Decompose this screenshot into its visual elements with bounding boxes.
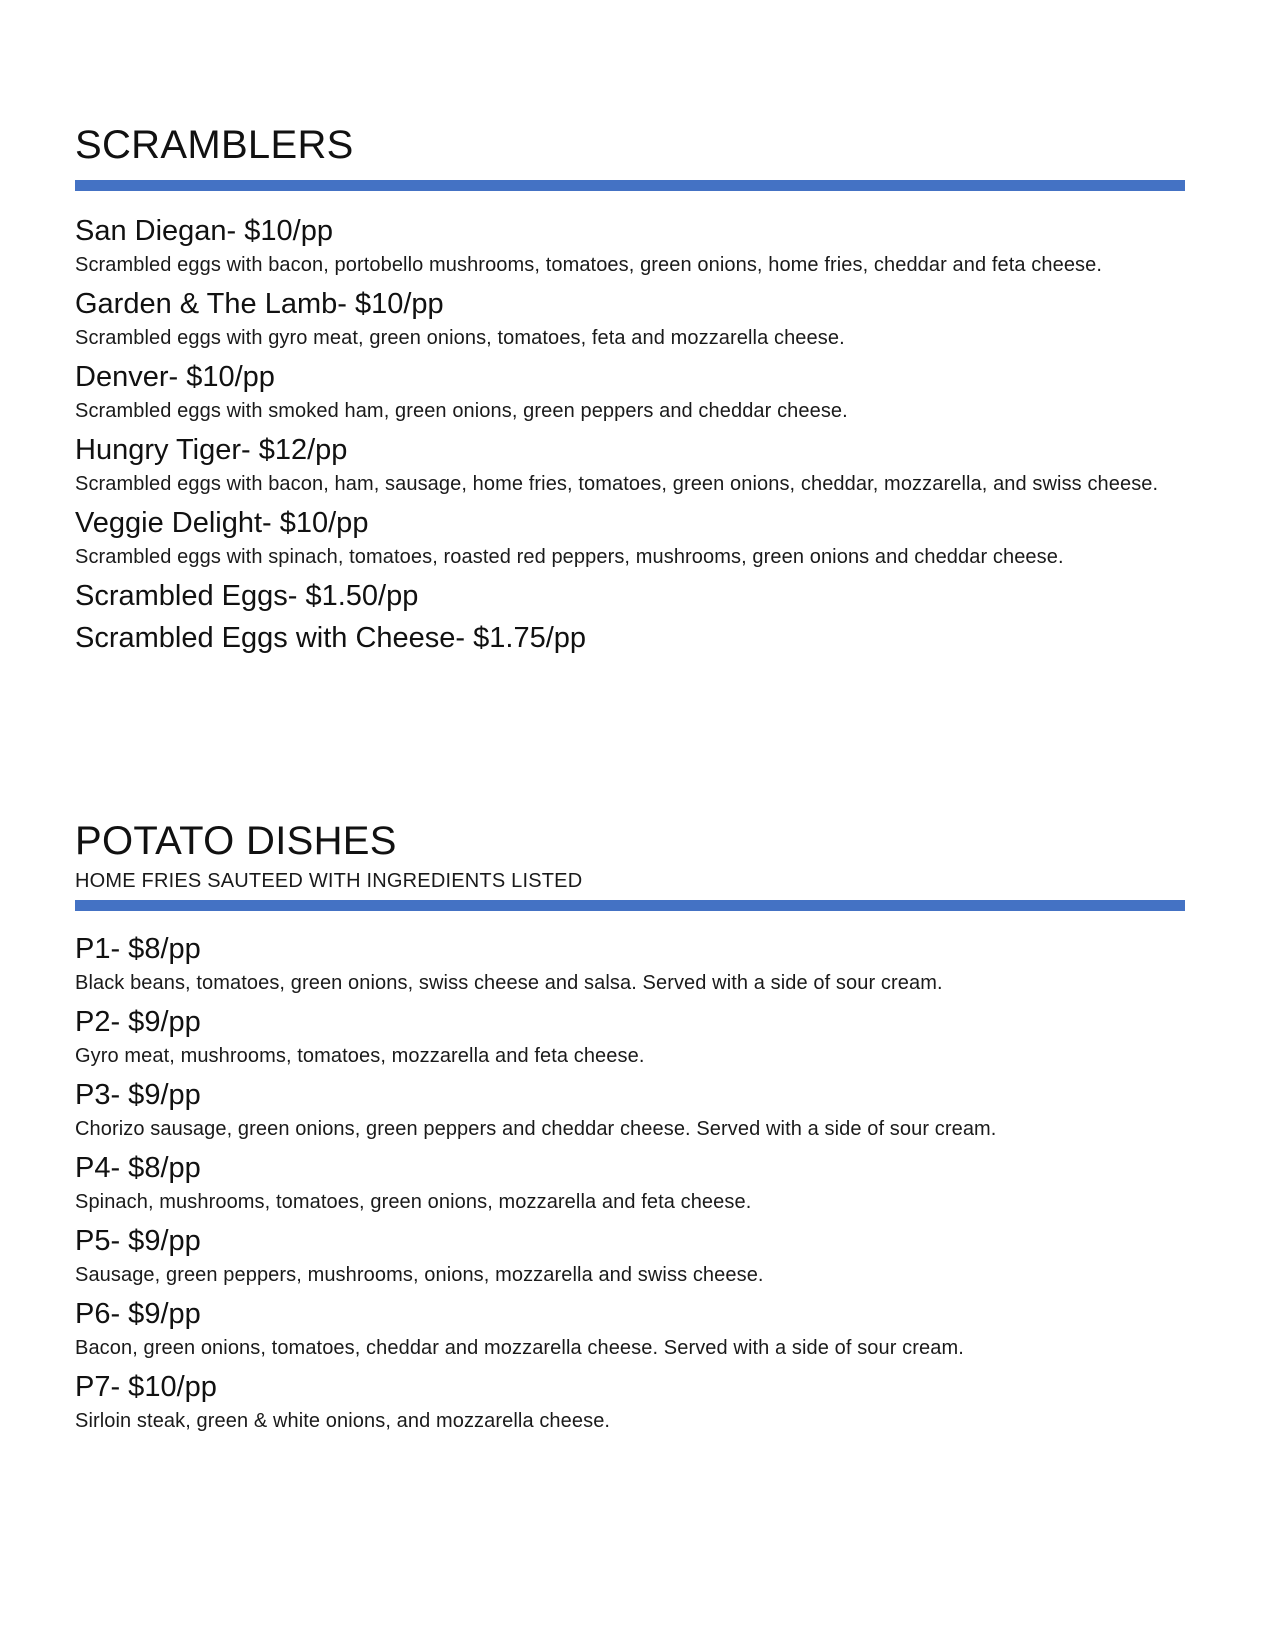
menu-item-title: P2- $9/pp bbox=[75, 1006, 201, 1038]
menu-item-title: Veggie Delight- $10/pp bbox=[75, 507, 369, 539]
menu-item bbox=[75, 1296, 1185, 1364]
menu-item-description: Scrambled eggs with bacon, portobello mushrooms, tomatoes, green onions, home fries, cheddar and feta cheese. bbox=[75, 254, 1103, 276]
menu-item bbox=[75, 1223, 1185, 1291]
menu-item-description: Spinach, mushrooms, tomatoes, green onions, mozzarella and feta cheese. bbox=[75, 1191, 752, 1213]
menu-item-title: P1- $8/pp bbox=[75, 933, 201, 965]
menu-item-title: Scrambled Eggs with Cheese- $1.75/pp bbox=[75, 622, 587, 654]
menu-item-description: Gyro meat, mushrooms, tomatoes, mozzarella and feta cheese. bbox=[75, 1045, 645, 1067]
menu-item bbox=[75, 1369, 1185, 1437]
menu-item-title: P4- $8/pp bbox=[75, 1152, 201, 1184]
menu-item-title: San Diegan- $10/pp bbox=[75, 215, 333, 247]
menu-item-description: Scrambled eggs with smoked ham, green onions, green peppers and cheddar cheese. bbox=[75, 400, 848, 422]
menu-item bbox=[75, 1077, 1185, 1145]
menu-item bbox=[75, 620, 1185, 656]
menu-item-title: P6- $9/pp bbox=[75, 1298, 201, 1330]
menu-item bbox=[75, 432, 1185, 500]
menu-item bbox=[75, 359, 1185, 427]
section-divider bbox=[75, 900, 1185, 911]
menu-item-description: Scrambled eggs with bacon, ham, sausage, home fries, tomatoes, green onions, cheddar, mozzarella, and swiss cheese. bbox=[75, 473, 1159, 495]
menu-item-title: Denver- $10/pp bbox=[75, 361, 275, 393]
menu-item-description: Black beans, tomatoes, green onions, swiss cheese and salsa. Served with a side of sour cream. bbox=[75, 972, 943, 994]
section-title-potato-dishes: POTATO DISHES bbox=[75, 819, 397, 863]
menu-item-title: P7- $10/pp bbox=[75, 1371, 217, 1403]
menu-item-title: P5- $9/pp bbox=[75, 1225, 201, 1257]
menu-item bbox=[75, 286, 1185, 354]
menu-item-title: Garden & The Lamb- $10/pp bbox=[75, 288, 444, 320]
menu-item bbox=[75, 578, 1185, 614]
menu-item-description: Sausage, green peppers, mushrooms, onions, mozzarella and swiss cheese. bbox=[75, 1264, 764, 1286]
menu-item-title: P3- $9/pp bbox=[75, 1079, 201, 1111]
section-title-scramblers: SCRAMBLERS bbox=[75, 123, 354, 167]
menu-item bbox=[75, 213, 1185, 281]
menu-item-title: Scrambled Eggs- $1.50/pp bbox=[75, 580, 419, 612]
menu-item bbox=[75, 1150, 1185, 1218]
section-divider bbox=[75, 180, 1185, 191]
menu-item-description: Scrambled eggs with gyro meat, green onions, tomatoes, feta and mozzarella cheese. bbox=[75, 327, 845, 349]
menu-item bbox=[75, 505, 1185, 573]
menu-item-description: Bacon, green onions, tomatoes, cheddar and mozzarella cheese. Served with a side of sour cream. bbox=[75, 1337, 964, 1359]
scramblers-section bbox=[75, 122, 1185, 662]
menu-item bbox=[75, 931, 1185, 999]
scramblers-items bbox=[75, 213, 1185, 656]
potato-dishes-section bbox=[75, 818, 1185, 1442]
menu-item-description: Sirloin steak, green & white onions, and mozzarella cheese. bbox=[75, 1410, 611, 1432]
menu-item bbox=[75, 1004, 1185, 1072]
section-subtitle: HOME FRIES SAUTEED WITH INGREDIENTS LISTED bbox=[75, 870, 583, 892]
potato-dishes-items bbox=[75, 931, 1185, 1437]
menu-item-title: Hungry Tiger- $12/pp bbox=[75, 434, 348, 466]
menu-item-description: Scrambled eggs with spinach, tomatoes, roasted red peppers, mushrooms, green onions and cheddar cheese. bbox=[75, 546, 1064, 568]
menu-item-description: Chorizo sausage, green onions, green peppers and cheddar cheese. Served with a side of sour cream. bbox=[75, 1118, 997, 1140]
